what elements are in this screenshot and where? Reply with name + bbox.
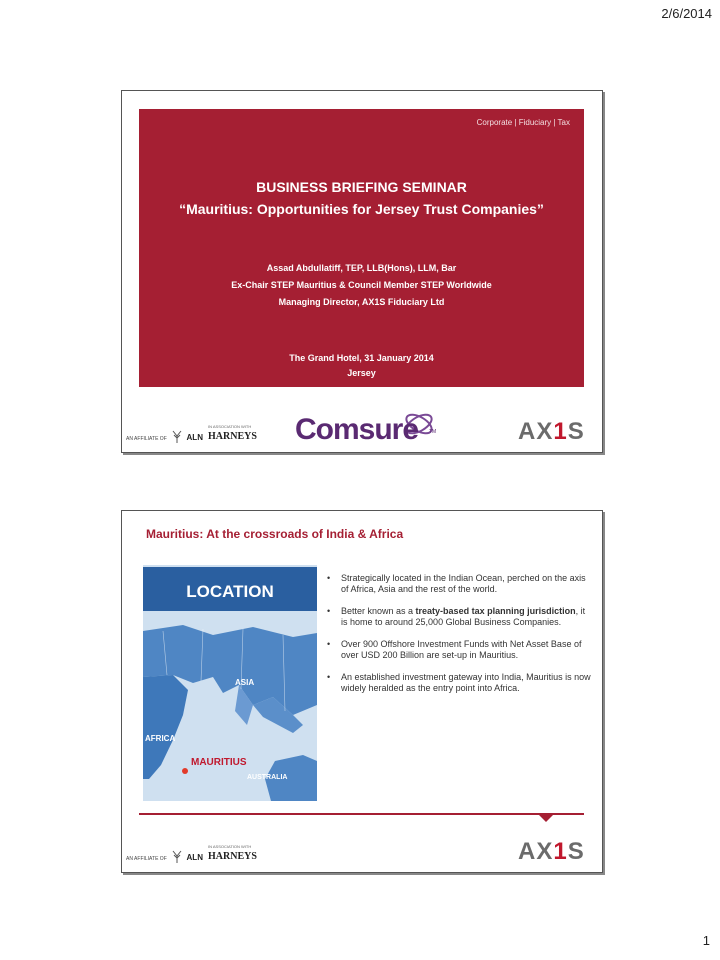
bullet-location: • Strategically located in the Indian Ocean, perched on the axis of Africa, Asia and the rest of the world. — [322, 573, 592, 595]
aln-tree-icon — [171, 429, 183, 443]
logo-footer — [122, 404, 602, 452]
aln-prefix-2: AN AFFILIATE OF — [126, 856, 167, 862]
page-number: 1 — [702, 933, 710, 948]
ax1s-one: 1 — [553, 418, 568, 445]
logo-footer-2 — [122, 824, 602, 872]
red-divider-notch — [538, 814, 554, 822]
mauritius-marker — [182, 768, 188, 774]
ax1s-s: S — [567, 418, 585, 445]
map-label-asia: ASIA — [235, 678, 255, 687]
seminar-subtitle: “Mauritius: Opportunities for Jersey Trust Companies” — [179, 201, 544, 217]
bullet-gateway: • An established investment gateway into India, Mauritius is now widely heralded as the entry point into Africa. — [322, 672, 592, 694]
ax1s-ax: AX — [518, 418, 554, 445]
aln-name: ALN — [186, 433, 203, 442]
map-banner-label: LOCATION — [186, 582, 274, 601]
map-label-africa: AFRICA — [145, 734, 176, 743]
presenter-name: Assad Abdullatiff, TEP, LLB(Hons), LLM, Bar — [266, 263, 457, 273]
harneys-prefix-2: IN ASSOCIATION WITH — [208, 844, 252, 849]
harneys-logo: HARNEYS — [208, 431, 257, 442]
bullet-list — [322, 573, 592, 705]
aln-logo — [126, 429, 203, 442]
venue-city: Jersey — [347, 368, 376, 378]
harneys-logo-2: HARNEYS — [208, 851, 257, 862]
aln-prefix: AN AFFILIATE OF — [126, 436, 167, 442]
title-slide — [121, 90, 603, 453]
comsure-tm: TM — [429, 429, 437, 435]
aln-tree-icon — [171, 849, 183, 863]
ax1s-ax-2: AX — [518, 838, 554, 865]
bullet-tax-planning — [322, 606, 592, 628]
bullet-tax-planning-text: Better known as a treaty-based tax planning jurisdiction, it is home to around 25,000 Global Business Companies. — [341, 606, 586, 627]
aln-name-2: ALN — [186, 853, 203, 862]
slide-heading: Mauritius: At the crossroads of India & Africa — [146, 527, 404, 541]
ax1s-one-2: 1 — [553, 838, 568, 865]
seminar-title: BUSINESS BRIEFING SEMINAR — [256, 179, 467, 195]
title-panel — [139, 109, 584, 387]
ax1s-s-2: S — [567, 838, 585, 865]
world-map-image — [143, 565, 317, 801]
bold-phrase: treaty-based tax planning jurisdiction — [415, 606, 576, 616]
location-slide — [121, 510, 603, 873]
presenter-title: Managing Director, AX1S Fiduciary Ltd — [278, 297, 445, 307]
harneys-prefix: IN ASSOCIATION WITH — [208, 424, 252, 429]
presenter-role: Ex-Chair STEP Mauritius & Council Member STEP Worldwide — [231, 280, 492, 290]
tagline: Corporate | Fiduciary | Tax — [476, 118, 570, 127]
aln-logo-2 — [126, 849, 203, 862]
map-label-mauritius: MAURITIUS — [191, 757, 247, 768]
map-label-australia: AUSTRALIA — [247, 774, 288, 781]
ax1s-logo-2 — [518, 838, 585, 866]
bullet-funds: • Over 900 Offshore Investment Funds with Net Asset Base of over USD 200 Billion are set-up in Mauritius. — [322, 639, 592, 661]
comsure-logo: Comsure — [295, 413, 419, 446]
location-map — [143, 565, 317, 801]
venue-date: The Grand Hotel, 31 January 2014 — [289, 353, 434, 363]
page-date: 2/6/2014 — [661, 6, 712, 21]
ax1s-logo — [518, 418, 585, 446]
red-divider — [139, 813, 584, 815]
